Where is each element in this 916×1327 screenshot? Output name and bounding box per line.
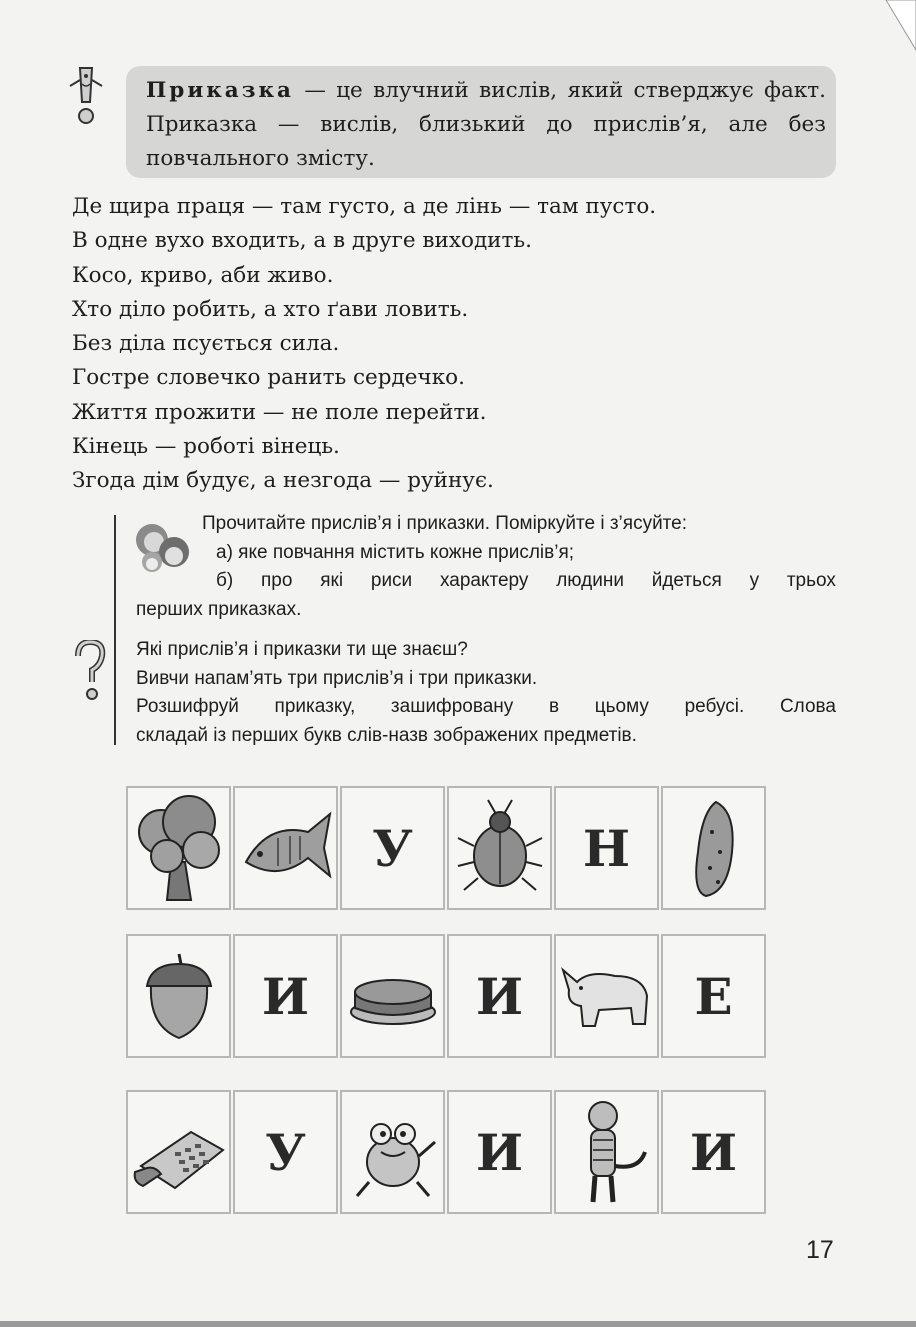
rebus-cell [340,786,445,910]
rebus-cell [233,786,338,910]
rebus-row-2 [126,934,768,1062]
task-divider-line [114,515,116,745]
list-item: Згода дім будує, а незгода — руйнує. [72,468,494,494]
rebus-cell [661,786,766,910]
task-questions [136,636,836,750]
rebus-cell [554,1090,659,1214]
rebus-letter: Н [582,818,631,878]
rebus-letter: У [372,818,413,878]
telephone-icon [131,1096,227,1208]
rebus-letter: Е [694,966,733,1026]
page-number: 17 [806,1236,834,1264]
tiger-icon [559,1096,655,1208]
cucumber-icon [666,792,762,904]
cake-icon [345,940,441,1052]
task-item-a: а) яке повчання містить кожне прислів’я; [216,541,575,563]
list-item: Життя прожити — не поле перейти. [72,399,487,425]
word: риси [370,570,413,591]
task-line: складай із перших букв слів-назв зображених предметів. [136,724,637,746]
fish-icon [238,792,334,904]
word: про [261,570,293,591]
rebus-cell [447,934,552,1058]
tree-icon [131,792,227,904]
rebus-cell [554,934,659,1058]
definition-term: Приказка [146,78,294,103]
rebus-cell [554,786,659,910]
word: у [749,570,760,591]
task-line: Розшифруй приказку, зашифровану в цьому ребусі. Слова [136,696,836,717]
definition-text [146,74,826,176]
rebus-cell [661,1090,766,1214]
rebus-cell [661,934,766,1058]
task-item-b [136,567,836,596]
list-item: Хто діло робить, а хто ґави ловить. [72,296,469,322]
acorn-icon [131,940,227,1052]
word: йдеться [651,570,722,591]
list-item: Гостре словечко ранить сердечко. [72,365,465,391]
rebus-letter: У [265,1122,306,1182]
word: людини [556,570,624,591]
rebus-cell [447,1090,552,1214]
task-item-b-end: перших приказках. [136,598,302,620]
proverb-list [72,190,656,499]
task-reflect [136,510,836,624]
task-line: Які прислів’я і приказки ти ще знаєш? [136,639,468,660]
list-item: Кінець — роботі вінець. [72,434,340,460]
rebus-row-1 [126,786,768,914]
task-intro: Прочитайте прислів’я і приказки. Поміркуйте і з’ясуйте: [202,513,688,534]
rebus-cell [447,786,552,910]
rebus-cell [340,934,445,1058]
word: трьох [786,570,836,591]
question-icon [72,640,108,704]
task-line: Вивчи напам’ять три прислів’я і три приказки. [136,667,538,689]
list-item: Без діла псується сила. [72,331,340,357]
rebus-row-3 [126,1090,768,1218]
rebus-letter: И [475,966,524,1026]
page-bottom-edge [0,1321,916,1327]
word: характеру [439,570,529,591]
rebus-letter: И [475,1122,524,1182]
exclamation-icon [66,62,106,128]
list-item: В одне вухо входить, а в друге виходить. [72,228,532,254]
rebus-letter: И [689,1122,738,1182]
word: б) [216,570,234,591]
rebus-cell [340,1090,445,1214]
rebus-cell [233,934,338,1058]
rhino-icon [559,940,655,1052]
list-item: Косо, криво, аби живо. [72,262,334,288]
page-corner-fold [846,0,916,60]
word: які [320,570,344,591]
rebus-letter: И [261,966,310,1026]
rebus-cell [126,1090,231,1214]
rebus-cell [126,934,231,1058]
rebus-cell [233,1090,338,1214]
list-item: Де щира праця — там густо, а де лінь — там пусто. [72,194,657,219]
rebus-cell [126,786,231,910]
definition-body: — це влучний вислів, який стверджує факт. Приказка — вислів, близький до прислів’я, але без повчального змісту. [146,78,826,171]
frog-icon [345,1096,441,1208]
beetle-icon [452,792,548,904]
